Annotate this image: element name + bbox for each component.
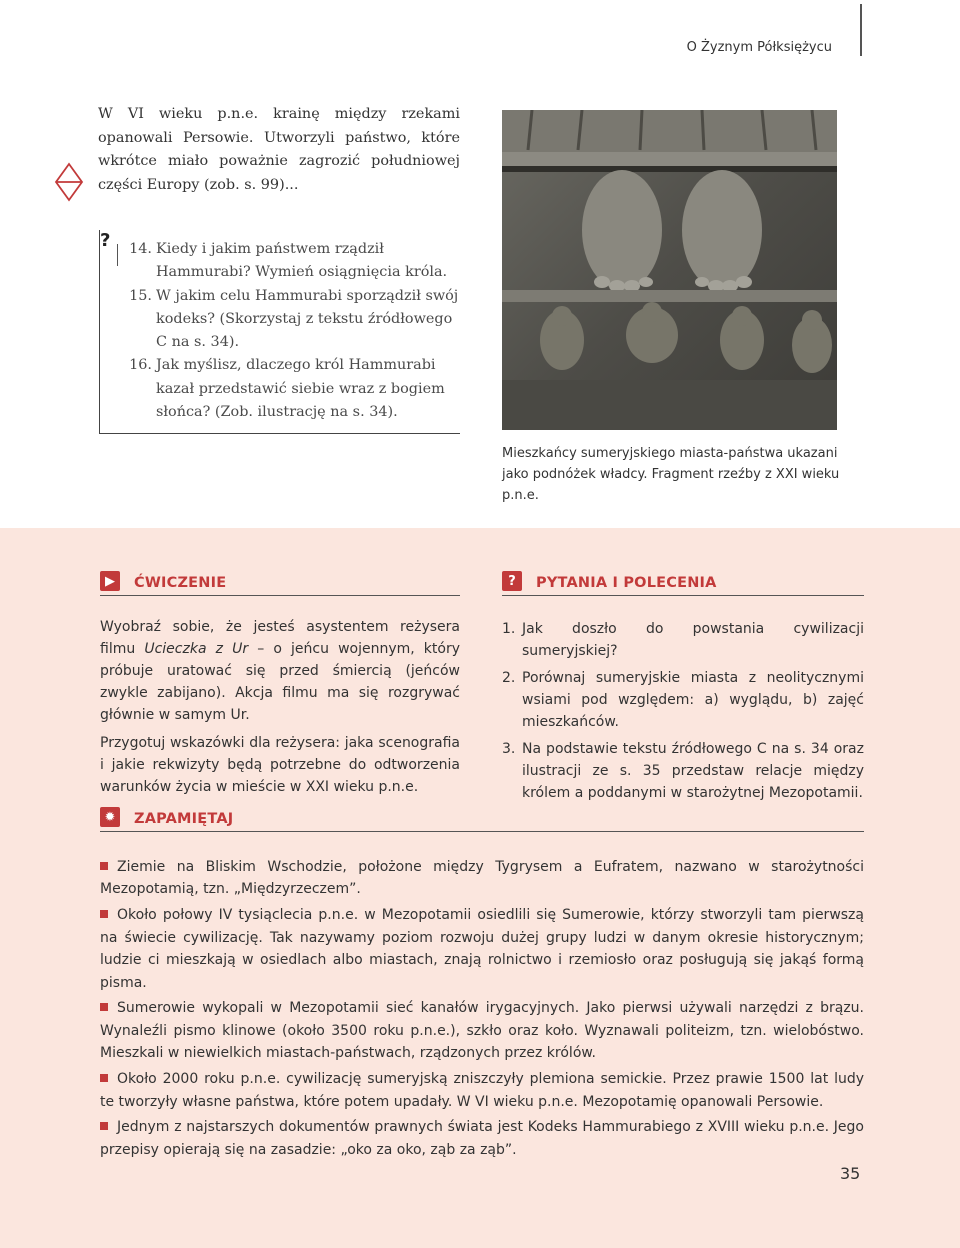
remember-item: Około połowy IV tysiąclecia p.n.e. w Mezopotamii osiedlili się Sumerowie, którzy stworzyli tam pierwszą na świecie cywilizację. Tak nazywamy poziom rozwoju dużej grupy ludzi w danym okresie historycznym; ludzie ci mieszkają w osiedlach albo miastach, znają rolnictwo i rzemiosło oraz posługują się jakąś formą pisma. [100,907,864,991]
running-header: O Żyznym Półksiężycu [686,40,832,55]
remember-header [100,802,864,832]
remember-item: Ziemie na Bliskim Wschodzie, położone między Tygrysem a Eufratem, nazwano w starożytności Mezopotamią, tzn. „Międzyrzeczem”. [100,859,864,898]
question-item [128,354,463,424]
intro-paragraph: W VI wieku p.n.e. krainę między rzekami opanowali Persowie. Utworzyli państwo, które wkrótce miało poważnie zagrozić południowej części Europy (zob. s. 99)... [98,106,460,193]
questions-tasks-list [502,618,864,809]
clapperboard-icon: ▶ [100,571,120,591]
question-item [128,238,463,285]
exercise-paragraph: Przygotuj wskazówki dla reżysera: jaka scenografia i jakie rekwizyty będą potrzebne do odtworzenia warunków życia w mieście w XXI wieku p.n.e. [100,735,460,795]
bullet-icon [100,1074,108,1082]
bullet-icon [100,1122,108,1130]
bullet-icon [100,1003,108,1011]
remember-title: ZAPAMIĘTAJ [134,811,234,827]
header-divider [860,4,862,56]
questions-list [128,238,463,424]
question-icon: ? [502,571,522,591]
task-item [502,738,864,804]
question-mark-icon: ? [100,230,111,251]
task-text: Porównaj sumeryjskie miasta z neolitycznymi wsiami pod względem: a) wyglądu, b) zajęć mieszkańców. [522,670,864,730]
exercise-header [100,566,460,596]
film-title: Ucieczka z Ur [144,641,249,657]
question-text: Kiedy i jakim państwem rządził Hammurabi? Wymień osiągnięcia króla. [156,241,448,281]
task-text: Na podstawie tekstu źródłowego C na s. 34 oraz ilustracji ze s. 35 przedstaw relacje między królem a poddanymi w starożytnej Mezopotamii. [522,741,864,801]
exercise-text [100,616,460,804]
question-number: 16. [129,357,152,374]
remember-list [100,856,864,1165]
bullet-icon [100,910,108,918]
question-number: 14. [129,241,152,257]
task-number: 2. [502,670,516,686]
remember-item: Sumerowie wykopali w Mezopotamii sieć kanałów irygacyjnych. Jako pierwsi używali narzędzi z brązu. Wynaleźli pismo klinowe (około 3500 roku p.n.e.), szkło oraz koło. Wyznawali politeizm, tzn. wielobóstwo. Mieszkali w niewielkich miastach-państwach, rządzonych przez królów. [100,1000,864,1062]
questions-tasks-title: PYTANIA I POLECENIA [536,575,717,591]
exercise-paragraph: Wyobraź sobie, że jesteś asystentem reżysera filmu Ucieczka z Ur – o jeńcu wojennym, który próbuje uratować się przed śmiercią (jeńców zwykle zabijano). Akcja filmu ma się rozgrywać głównie w samym Ur. [100,619,461,723]
task-text: Jak doszło do powstania cywilizacji sumeryjskiej? [522,621,864,659]
task-number: 1. [502,621,516,637]
questions-tasks-header [502,566,864,596]
question-number: 15. [129,287,152,304]
questions-divider [117,244,118,266]
question-item [128,285,463,355]
relief-photo [502,110,837,430]
bullet-icon [100,862,108,870]
exercise-title: ĆWICZENIE [134,575,227,591]
task-item [502,667,864,733]
question-text: Jak myślisz, dlaczego król Hammurabi kazał przedstawić siebie wraz z bogiem słońca? (Zob. ilustrację na s. 34). [156,357,445,421]
source-marker-icon [54,162,84,202]
lightbulb-icon: ✹ [100,807,120,827]
page-number: 35 [840,1164,861,1183]
photo-caption: Mieszkańcy sumeryjskiego miasta-państwa ukazani jako podnóżek władcy. Fragment rzeźby z XXI wieku p.n.e. [502,446,840,503]
remember-item: Jednym z najstarszych dokumentów prawnych świata jest Kodeks Hammurabiego z XVIII wieku p.n.e. Jego przepisy opierają się na zasadzie: „oko za oko, ząb za ząb”. [100,1119,864,1158]
task-item [502,618,864,662]
remember-item: Około 2000 roku p.n.e. cywilizację sumeryjską zniszczyły plemiona semickie. Przez prawie 1500 lat ludy te tworzyły własne państwa, które potem upadały. W VI wieku p.n.e. Mezopotamię opanowali Persowie. [100,1071,864,1110]
task-number: 3. [502,741,516,757]
question-text: W jakim celu Hammurabi sporządził swój kodeks? (Skorzystaj z tekstu źródłowego C na s. 34). [156,287,459,351]
